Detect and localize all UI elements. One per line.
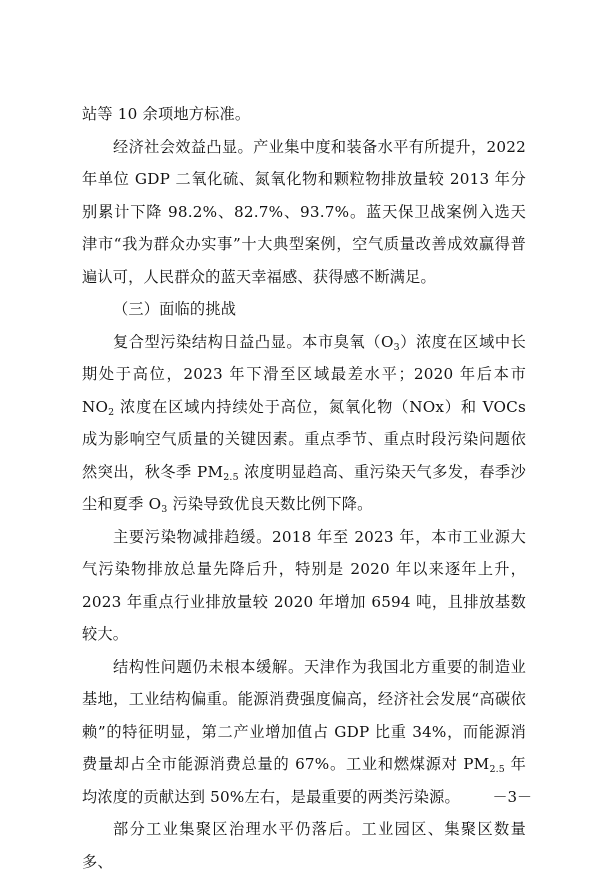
paragraph-emission-reduction: 主要污染物减排趋缓。2018 年至 2023 年，本市工业源大气污染物排放总量先降后升，特别是 2020 年以来逐年上升，2023 年重点行业排放量较 2020 年增加 6594 吨，且排放基数较大。 — [82, 527, 526, 643]
pollution-text-3: 浓度在区域内持续处于高位，氮氧化物（NOx）和 VOCs 成为影响空气质量的关键因素。重点季节、重点时段污染问题依然突出，秋冬季 PM — [82, 397, 526, 481]
pm25-subscript: 2.5 — [223, 471, 239, 483]
page-number: －3－ — [492, 788, 532, 806]
page-body — [82, 98, 526, 878]
pollution-text-1: 复合型污染结构日益凸显。本市臭氧（O — [113, 332, 394, 351]
structural-text-2: 年均浓度的贡献达到 50%左右，是最重要的两类污染源。 — [82, 755, 526, 806]
paragraph-social-benefits: 经济社会效益凸显。产业集中度和装备水平有所提升，2022 年单位 GDP 二氧化硫、氮氧化物和颗粒物排放量较 2013 年分别累计下降 98.2%、82.7%、93.7%。蓝天保卫战案例入选天津市“我为群众办实事”十大典型案例，空气质量改善成效赢得普遍认可，人民群众的蓝天幸福感、获得感不断满足。 — [82, 137, 526, 286]
o3-subscript: 3 — [393, 341, 400, 353]
section-heading: （三）面临的挑战 — [113, 300, 237, 318]
continuation-line: 站等 10 余项地方标准。 — [82, 105, 251, 123]
paragraph-structural-issues — [82, 651, 526, 814]
pollution-text-5: 污染导致优良天数比例下降。 — [167, 495, 373, 513]
paragraph-industrial-zones: 部分工业集聚区治理水平仍落后。工业园区、集聚区数量多、 — [82, 820, 526, 871]
pollution-text-2: ）浓度在区域中长期处于高位，2023 年下滑至区域最差水平；2020 年后本市 NO — [82, 332, 526, 416]
structural-text-1: 结构性问题仍未根本缓解。天津作为我国北方重要的制造业基地，工业结构偏重。能源消费强度偏高，经济社会发展“高碳依赖”的特征明显，第二产业增加值占 GDP 比重 34%，而能源消费量却占全市能源消费总量的 67%。工业和燃煤源对 PM — [82, 657, 526, 773]
pollution-text-4: 浓度明显趋高、重污染天气多发，春季沙尘和夏季 O — [82, 462, 526, 513]
pm25-subscript-2: 2.5 — [489, 763, 505, 775]
paragraph-pollution-structure — [82, 326, 526, 521]
o3-subscript-2: 3 — [161, 503, 168, 515]
no2-subscript: 2 — [108, 406, 115, 418]
